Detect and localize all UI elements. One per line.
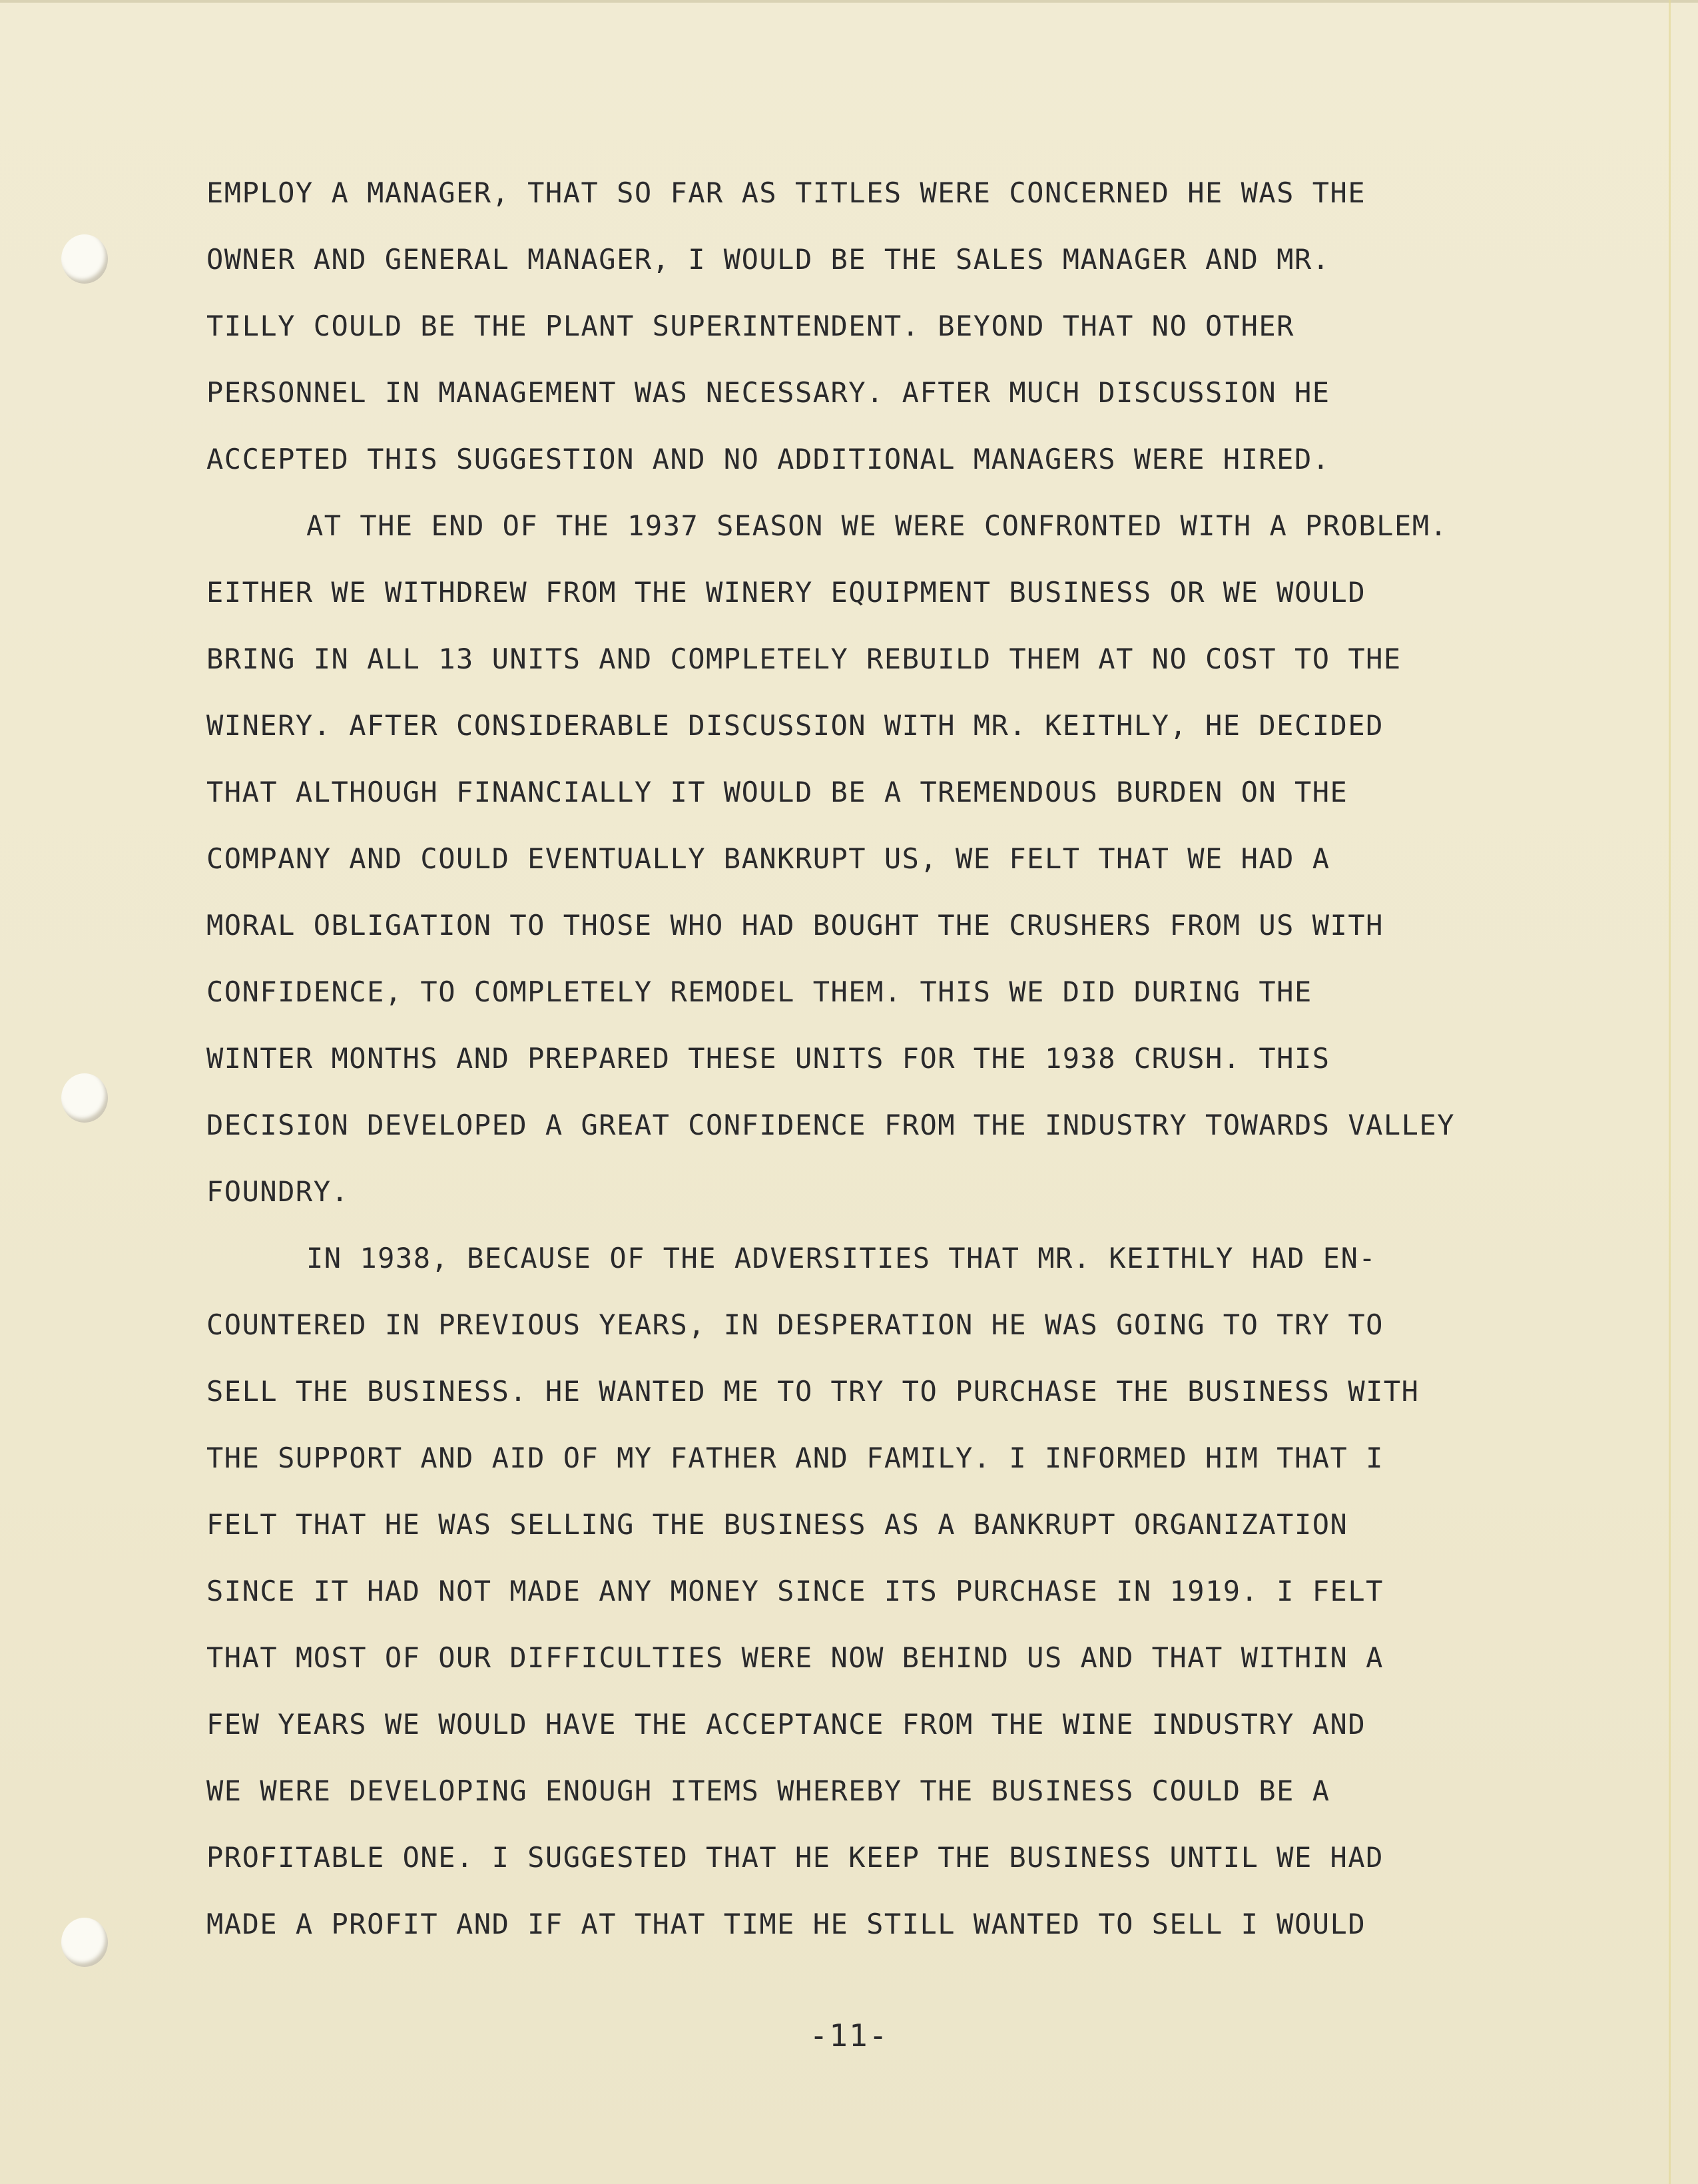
page-fold-line — [1669, 0, 1671, 2184]
text-line: WE WERE DEVELOPING ENOUGH ITEMS WHEREBY THE BUSINESS COULD BE A — [206, 1774, 1330, 1807]
text-line: DECISION DEVELOPED A GREAT CONFIDENCE FROM THE INDUSTRY TOWARDS VALLEY — [206, 1109, 1456, 1141]
text-line: BRING IN ALL 13 UNITS AND COMPLETELY REBUILD THEM AT NO COST TO THE — [206, 643, 1402, 675]
text-line: WINTER MONTHS AND PREPARED THESE UNITS FOR THE 1938 CRUSH. THIS — [206, 1042, 1330, 1075]
text-line: SELL THE BUSINESS. HE WANTED ME TO TRY TO PURCHASE THE BUSINESS WITH — [206, 1375, 1420, 1408]
text-line: FEW YEARS WE WOULD HAVE THE ACCEPTANCE FROM THE WINE INDUSTRY AND — [206, 1708, 1366, 1741]
typed-text-body — [206, 160, 1591, 1958]
text-line: FOUNDRY. — [206, 1175, 350, 1208]
binder-hole — [61, 1918, 108, 1967]
text-line: IN 1938, BECAUSE OF THE ADVERSITIES THAT MR. KEITHLY HAD EN- — [306, 1242, 1377, 1274]
page-number: -11- — [809, 2018, 889, 2053]
text-line: AT THE END OF THE 1937 SEASON WE WERE CONFRONTED WITH A PROBLEM. — [306, 509, 1448, 542]
text-line: PERSONNEL IN MANAGEMENT WAS NECESSARY. AFTER MUCH DISCUSSION HE — [206, 376, 1330, 409]
binder-hole — [61, 1073, 108, 1123]
text-line: THAT ALTHOUGH FINANCIALLY IT WOULD BE A TREMENDOUS BURDEN ON THE — [206, 776, 1348, 808]
text-line: CONFIDENCE, TO COMPLETELY REMODEL THEM. THIS WE DID DURING THE — [206, 975, 1312, 1008]
text-line: EITHER WE WITHDREW FROM THE WINERY EQUIPMENT BUSINESS OR WE WOULD — [206, 576, 1366, 609]
text-line: COUNTERED IN PREVIOUS YEARS, IN DESPERATION HE WAS GOING TO TRY TO — [206, 1308, 1384, 1341]
text-line: THE SUPPORT AND AID OF MY FATHER AND FAMILY. I INFORMED HIM THAT I — [206, 1442, 1384, 1474]
text-line: MORAL OBLIGATION TO THOSE WHO HAD BOUGHT THE CRUSHERS FROM US WITH — [206, 909, 1384, 942]
binder-hole — [61, 234, 108, 284]
text-line: COMPANY AND COULD EVENTUALLY BANKRUPT US, WE FELT THAT WE HAD A — [206, 842, 1330, 875]
text-line: TILLY COULD BE THE PLANT SUPERINTENDENT. BEYOND THAT NO OTHER — [206, 310, 1294, 342]
text-line: EMPLOY A MANAGER, THAT SO FAR AS TITLES WERE CONCERNED HE WAS THE — [206, 176, 1366, 209]
text-line: SINCE IT HAD NOT MADE ANY MONEY SINCE ITS PURCHASE IN 1919. I FELT — [206, 1575, 1384, 1607]
text-line: OWNER AND GENERAL MANAGER, I WOULD BE THE SALES MANAGER AND MR. — [206, 243, 1330, 276]
text-line: FELT THAT HE WAS SELLING THE BUSINESS AS A BANKRUPT ORGANIZATION — [206, 1508, 1348, 1541]
text-line: WINERY. AFTER CONSIDERABLE DISCUSSION WITH MR. KEITHLY, HE DECIDED — [206, 709, 1384, 742]
text-line: ACCEPTED THIS SUGGESTION AND NO ADDITIONAL MANAGERS WERE HIRED. — [206, 443, 1330, 475]
page-top-edge — [0, 0, 1698, 3]
text-line: PROFITABLE ONE. I SUGGESTED THAT HE KEEP THE BUSINESS UNTIL WE HAD — [206, 1841, 1384, 1874]
text-line: MADE A PROFIT AND IF AT THAT TIME HE STILL WANTED TO SELL I WOULD — [206, 1908, 1366, 1940]
text-line: THAT MOST OF OUR DIFFICULTIES WERE NOW BEHIND US AND THAT WITHIN A — [206, 1641, 1384, 1674]
